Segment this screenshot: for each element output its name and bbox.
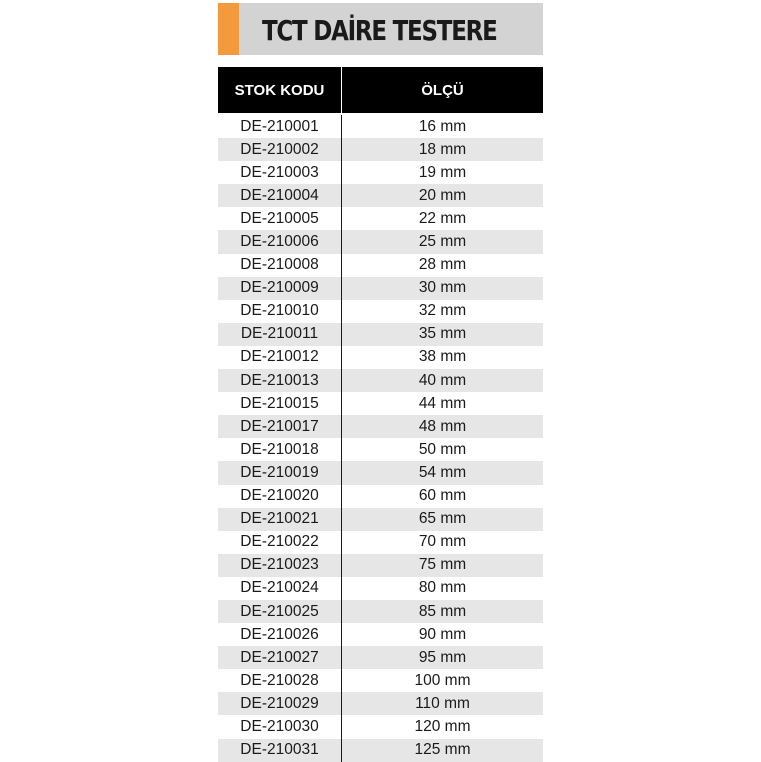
- size-cell: 48 mm: [418, 417, 467, 435]
- size-cell: 19 mm: [418, 163, 467, 181]
- size-cell: 95 mm: [418, 648, 467, 666]
- table-row: [218, 115, 543, 138]
- stock-code-cell: DE-210013: [218, 369, 342, 392]
- table-row: [218, 369, 543, 392]
- stock-code-cell: DE-210023: [218, 554, 342, 577]
- table-row: [218, 346, 543, 369]
- title-bar: [218, 3, 543, 55]
- size-cell: 85 mm: [418, 602, 467, 620]
- page-title: TCT DAİRE TESTERE: [262, 14, 497, 47]
- stock-code-cell: DE-210017: [218, 415, 342, 438]
- stock-code-cell: DE-210004: [218, 184, 342, 207]
- size-cell: 54 mm: [418, 463, 467, 481]
- size-cell: 75 mm: [418, 556, 467, 574]
- table-row: [218, 230, 543, 253]
- size-cell: 25 mm: [418, 233, 467, 251]
- table-row: [218, 577, 543, 600]
- size-cell: 65 mm: [418, 510, 467, 528]
- table-row: [218, 739, 543, 762]
- stock-code-cell: DE-210022: [218, 531, 342, 554]
- table-row: [218, 254, 543, 277]
- size-cell: 28 mm: [418, 256, 467, 274]
- stock-code-cell: DE-210011: [218, 323, 342, 346]
- table-row: [218, 508, 543, 531]
- table-row: [218, 485, 543, 508]
- stock-code-cell: DE-210021: [218, 508, 342, 531]
- table-row: [218, 207, 543, 230]
- stock-code-cell: DE-210028: [218, 669, 342, 692]
- column-header-size: ÖLÇÜ: [421, 81, 464, 99]
- stock-code-cell: DE-210010: [218, 300, 342, 323]
- size-cell: 125 mm: [414, 741, 471, 759]
- size-cell: 110 mm: [415, 694, 470, 712]
- size-cell: 30 mm: [418, 279, 467, 297]
- table-row: [218, 715, 543, 738]
- table-row: [218, 623, 543, 646]
- stock-code-cell: DE-210025: [218, 600, 342, 623]
- size-cell: 60 mm: [418, 487, 467, 505]
- stock-code-cell: DE-210030: [218, 715, 342, 738]
- stock-code-cell: DE-210009: [218, 277, 342, 300]
- size-cell: 80 mm: [418, 579, 467, 597]
- stock-code-cell: DE-210031: [218, 739, 342, 762]
- table-row: [218, 554, 543, 577]
- stock-code-cell: DE-210027: [218, 646, 342, 669]
- size-cell: 20 mm: [418, 186, 467, 204]
- size-cell: 70 mm: [418, 533, 467, 551]
- stock-code-cell: DE-210012: [218, 346, 342, 369]
- stock-code-cell: DE-210020: [218, 485, 342, 508]
- title-accent-stripe: [218, 3, 239, 55]
- stock-code-cell: DE-210005: [218, 207, 342, 230]
- table-row: [218, 138, 543, 161]
- stock-code-cell: DE-210019: [218, 461, 342, 484]
- stock-code-cell: DE-210029: [218, 692, 342, 715]
- size-cell: 44 mm: [418, 394, 467, 412]
- size-cell: 38 mm: [418, 348, 467, 366]
- size-cell: 32 mm: [418, 302, 467, 320]
- table-row: [218, 600, 543, 623]
- table-row: [218, 184, 543, 207]
- table-row: [218, 161, 543, 184]
- size-cell: 18 mm: [418, 140, 467, 158]
- table-header: [218, 67, 543, 113]
- table-body: [218, 115, 543, 762]
- stock-code-cell: DE-210002: [218, 138, 342, 161]
- table-row: [218, 531, 543, 554]
- table-row: [218, 438, 543, 461]
- table-row: [218, 669, 543, 692]
- stock-code-cell: DE-210018: [218, 438, 342, 461]
- table-row: [218, 646, 543, 669]
- size-cell: 35 mm: [418, 325, 467, 343]
- stock-code-cell: DE-210026: [218, 623, 342, 646]
- size-cell: 40 mm: [418, 371, 467, 389]
- table-row: [218, 300, 543, 323]
- column-header-stock-code: STOK KODU: [218, 67, 342, 113]
- stock-code-cell: DE-210001: [218, 115, 342, 138]
- table-row: [218, 415, 543, 438]
- size-cell: 100 mm: [414, 671, 471, 689]
- stock-code-cell: DE-210006: [218, 230, 342, 253]
- table-row: [218, 392, 543, 415]
- stock-code-cell: DE-210024: [218, 577, 342, 600]
- table-row: [218, 461, 543, 484]
- table-row: [218, 277, 543, 300]
- stock-code-cell: DE-210015: [218, 392, 342, 415]
- size-cell: 50 mm: [418, 440, 467, 458]
- stock-code-cell: DE-210008: [218, 254, 342, 277]
- table-row: [218, 323, 543, 346]
- size-cell: 120 mm: [414, 717, 471, 735]
- stock-code-cell: DE-210003: [218, 161, 342, 184]
- size-cell: 90 mm: [418, 625, 467, 643]
- size-cell: 16 mm: [418, 117, 467, 135]
- size-cell: 22 mm: [418, 209, 467, 227]
- table-row: [218, 692, 543, 715]
